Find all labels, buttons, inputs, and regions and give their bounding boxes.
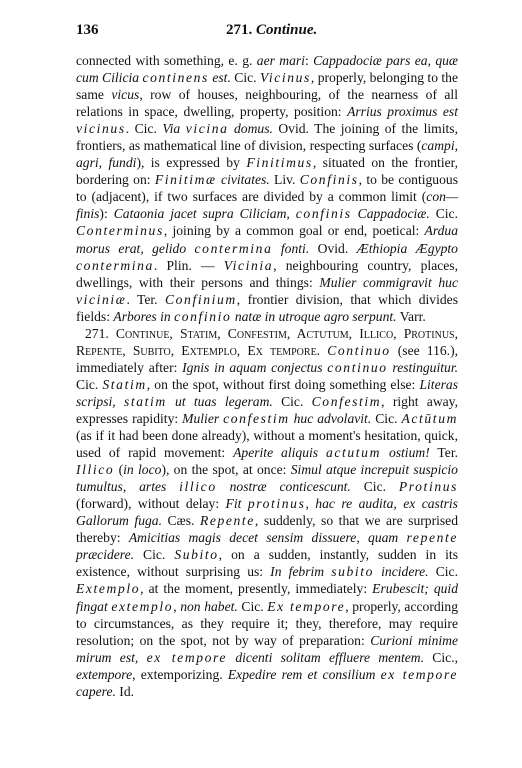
- latin-example: restinguitur.: [387, 359, 458, 375]
- latin-example: campi, agri, fundi: [76, 138, 458, 171]
- latin-example: Cappadociæ pars ea, quæ cum Cilicia: [76, 53, 458, 86]
- latin-example: domus.: [228, 121, 273, 137]
- text-run: , properly, according to circumstances, as they require it; they, therefore, may require resolution; on the spot, not by way of preparation:: [76, 598, 459, 648]
- headword: repente: [406, 530, 459, 546]
- headword: Illico: [76, 462, 115, 478]
- text-run: Cic.: [272, 393, 312, 409]
- headword: actutum: [326, 445, 381, 461]
- headword: Vicinus: [259, 70, 311, 86]
- text-run: ), is expressed by: [136, 155, 247, 171]
- headword: Finitimæ: [154, 172, 217, 188]
- latin-example: Cappadociæ.: [351, 206, 430, 222]
- paragraph-continuation: [76, 52, 458, 325]
- latin-example: Arrius proximus est: [347, 104, 458, 120]
- text-run: , suddenly, so that we are surprised thereby:: [76, 513, 458, 546]
- latin-example: Aperite aliquis: [233, 445, 326, 461]
- headword: Ex tempore: [267, 598, 346, 614]
- text-run: Id.: [115, 683, 135, 699]
- headword: Repente: [199, 513, 255, 529]
- latin-example: Arbores in: [113, 308, 175, 324]
- section-title: Continue.: [256, 22, 318, 38]
- text-run: connected with something, e. g.: [76, 53, 257, 68]
- text-run: (: [114, 462, 124, 478]
- latin-example: Cataonia jacet supra Ciliciam,: [113, 206, 296, 222]
- text-run: Cic.: [350, 479, 399, 495]
- headword: confestim: [223, 410, 290, 426]
- text-run: . Ter.: [126, 291, 165, 307]
- latin-example: Mulier: [182, 410, 224, 426]
- headword: Actūtum: [401, 410, 459, 426]
- latin-example: Expedire rem et consilium: [227, 666, 381, 682]
- latin-example: Fit: [225, 496, 248, 512]
- text-run: (forward), without delay:: [76, 496, 226, 512]
- paragraph-section-271: [76, 325, 458, 700]
- text-run: Cic.: [76, 376, 103, 392]
- text-run: Cic.: [429, 206, 458, 222]
- latin-example: ostium!: [381, 445, 430, 461]
- headword: ex tempore: [380, 666, 458, 682]
- latin-example: præcidere.: [76, 547, 135, 563]
- latin-example: Simul atque increpuit suspicio tumultus, artes: [76, 462, 458, 495]
- text-run: Cic.: [134, 547, 175, 563]
- headword: confinio: [174, 308, 232, 324]
- headword: protinus: [247, 496, 306, 512]
- text-run: ):: [99, 206, 114, 222]
- text-run: ), on the spot, at once:: [161, 462, 291, 478]
- latin-example: Erubescit; quid fingat: [76, 581, 458, 614]
- text-run: Cic.: [230, 70, 260, 86]
- text-run: . Plin. —: [153, 257, 224, 273]
- text-run: , extemporizing.: [132, 666, 228, 682]
- page-number: 136: [76, 22, 99, 38]
- text-run: (as if it had been done already), without a moment's hesitation, quick, used of rapid movement:: [76, 428, 458, 461]
- text-run: , properly, belonging to the same: [76, 70, 459, 103]
- latin-example: ut tuas legeram.: [166, 393, 273, 409]
- headword: vicina: [185, 121, 229, 137]
- latin-example: Curioni minime mirum est,: [76, 632, 459, 665]
- headword: extemplo: [111, 598, 174, 614]
- latin-example: aer mari: [256, 53, 305, 68]
- latin-example: , non habet.: [173, 598, 238, 614]
- text-run: Cæs.: [162, 513, 200, 529]
- latin-example: huc advolavit.: [289, 410, 372, 426]
- latin-example: extempore: [76, 666, 133, 682]
- headword: Conterminus: [76, 223, 164, 239]
- latin-example: Ignis in aquam conjectus: [182, 359, 328, 375]
- headword: Protinus: [398, 479, 458, 495]
- latin-example: vicus: [111, 87, 140, 103]
- text-run: Cic.,: [424, 649, 458, 665]
- latin-example: Amicitias magis decet sensim dissuere, quam: [128, 530, 407, 546]
- text-run: , joining by a common goal or end, poetical:: [163, 223, 425, 239]
- headword: contermina: [76, 257, 154, 273]
- text-run: , to be contiguous to (adjacent), if two surfaces are divided by a common limit (: [76, 172, 458, 205]
- text-run: Cic.: [428, 564, 458, 580]
- text-run: :: [304, 53, 314, 68]
- text-run: , on the spot, without first doing something else:: [146, 376, 420, 392]
- headword: statim: [123, 393, 167, 409]
- text-run: , on a sudden, instantly, sudden in its existence, without surprising us:: [76, 547, 458, 580]
- text-run: 271.: [85, 325, 116, 341]
- latin-example: capere.: [76, 683, 116, 699]
- text-run: , situated on the frontier, bordering on:: [76, 155, 459, 188]
- headword: illico: [179, 479, 217, 495]
- running-head: [226, 22, 317, 39]
- headword: confinis: [295, 206, 352, 222]
- headword: Continuo: [327, 342, 391, 358]
- text-run: Liv.: [269, 172, 300, 188]
- latin-example: , hac re audita, ex castris Gallorum fuga.: [76, 496, 458, 529]
- headword: subito: [331, 564, 375, 580]
- headword: Finitimus: [246, 155, 313, 171]
- latin-example: Æthiopia Ægypto: [356, 240, 458, 256]
- headword: continuo: [327, 359, 388, 375]
- headword: Confinis: [299, 172, 359, 188]
- text-run: , right away, expresses rapidity:: [76, 393, 458, 426]
- text-run: Ovid. The joining of the limits, frontiers, as mathematical line of division, respecting surfaces (: [76, 121, 458, 154]
- latin-example: in loco: [123, 462, 162, 478]
- section-number: 271.: [226, 22, 253, 38]
- headword: Confinium: [164, 291, 237, 307]
- headword: Vicinia: [223, 257, 274, 273]
- text-run: Cic.: [237, 598, 268, 614]
- text-run: , row of houses, neighbouring, of the nearness of all relations in space, dwelling, property, position:: [76, 87, 458, 120]
- latin-example: Via: [162, 121, 186, 137]
- headword: Confestim: [311, 393, 382, 409]
- latin-example: natæ in utroque agro serpunt.: [231, 308, 397, 324]
- headword: Extemplo: [76, 581, 141, 597]
- latin-example: In febrim: [270, 564, 332, 580]
- latin-example: fonti.: [272, 240, 310, 256]
- text-run: (see 116.), immediately after:: [76, 342, 459, 375]
- running-header: [76, 22, 456, 42]
- text-run: Varr.: [396, 308, 426, 324]
- text-run: , neighbouring country, places, dwellings, with their persons and things:: [76, 257, 458, 290]
- text-run: Ter.: [429, 445, 458, 461]
- section-heading-words: Continue, Statim, Confestim, Actutum, Illico, Protinus, Repente, Subito, Extemplo, Ex tempore.: [76, 325, 458, 358]
- body-text: [76, 52, 458, 700]
- text-run: Cic.: [371, 410, 402, 426]
- latin-example: Mulier commigravit huc: [319, 274, 458, 290]
- headword: viciniæ: [76, 291, 127, 307]
- latin-example: dicenti solitam effluere mentem.: [227, 649, 424, 665]
- latin-example: incidere.: [374, 564, 429, 580]
- headword: continens: [142, 70, 209, 86]
- latin-example: est.: [208, 70, 231, 86]
- text-run: , at the moment, presently, immediately:: [140, 581, 373, 597]
- latin-example: con—finis: [76, 189, 458, 222]
- latin-example: Ardua morus erat, gelido: [76, 223, 458, 256]
- headword: Statim: [102, 376, 147, 392]
- text-run: Ovid.: [309, 240, 357, 256]
- latin-example: nostræ conticescunt.: [216, 479, 351, 495]
- headword: vicinus: [76, 121, 126, 137]
- headword: contermina: [194, 240, 273, 256]
- headword: Subito: [174, 547, 219, 563]
- latin-example: civitates.: [216, 172, 270, 188]
- headword: ex tempore: [146, 649, 228, 665]
- text-run: , frontier division, that which divides fields:: [76, 291, 459, 324]
- text-run: . Cic.: [125, 121, 163, 137]
- latin-example: Literas scripsi,: [76, 376, 458, 409]
